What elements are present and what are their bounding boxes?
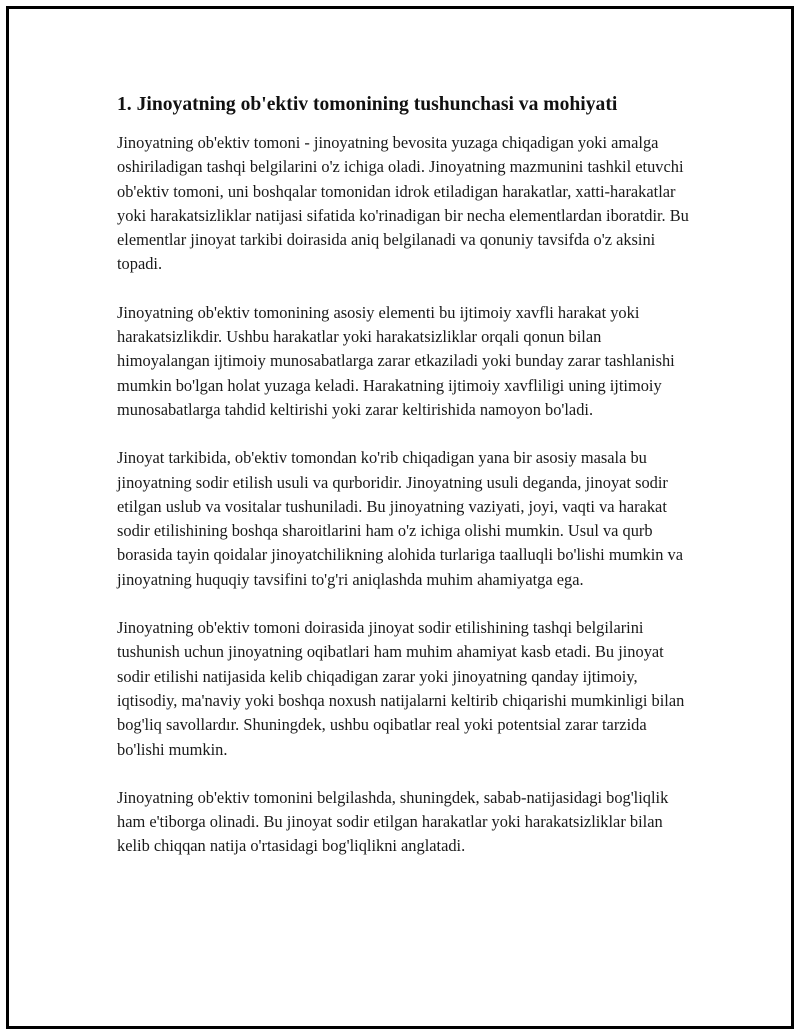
document-title: 1. Jinoyatning ob'ektiv tomonining tushunchasi va mohiyati: [117, 94, 618, 115]
document-body: [117, 93, 692, 883]
paragraph-5: Jinoyatning ob'ektiv tomonini belgilashda, shuningdek, sabab-natijasidagi bog'liqlik ham e'tiborga olinadi. Bu jinoyat sodir etilgan harakatlar yoki harakatsizliklar bilan kelib chiqqan natija o'rtasidagi bog'liqlikni anglatadi.: [117, 787, 669, 856]
paragraph-2: Jinoyatning ob'ektiv tomonining asosiy elementi bu ijtimoiy xavfli harakat yoki harakatsizlikdir. Ushbu harakatlar yoki harakatsizliklar orqali qonun bilan himoyalangan ijtimoiy munosabatlarga zarar etkaziladi yoki bunday zarar tashlanishi mumkin bo'lgan holat yuzaga keladi. Harakatning ijtimoiy xavfliligi uning ijtimoiy munosabatlarga tahdid keltirishi yoki zarar keltirishida namoyon bo'ladi.: [117, 302, 675, 419]
paragraph-4: Jinoyatning ob'ektiv tomoni doirasida jinoyat sodir etilishining tashqi belgilarini tushunish uchun jinoyatning oqibatlari ham muhim ahamiyat kasb etadi. Bu jinoyat sodir etilishi natijasida kelib chiqadigan zarar yoki jinoyatning qanday ijtimoiy, iqtisodiy, ma'naviy yoki boshqa noxush natijalarni keltirib chiqarishi mumkinligi bilan bog'liq savollardır. Shuningdek, ushbu oqibatlar real yoki potentsial zarar tarzida bo'lishi mumkin.: [117, 618, 685, 759]
paragraph-1: Jinoyatning ob'ektiv tomoni - jinoyatning bevosita yuzaga chiqadigan yoki amalga oshiriladigan tashqi belgilarini o'z ichiga oladi. Jinoyatning mazmunini tashkil etuvchi ob'ektiv tomoni, uni boshqalar tomonidan idrok etiladigan harakatlar, xatti-harakatlar yoki harakatsizliklar natijasi sifatida ko'rinadigan bir necha elementlardan iboratdir. Bu elementlar jinoyat tarkibi doirasida aniq belgilanadi va qonuniy tavsifda o'z aksini topadi.: [117, 133, 689, 274]
paragraph-3: Jinoyat tarkibida, ob'ektiv tomondan ko'rib chiqadigan yana bir asosiy masala bu jinoyatning sodir etilish usuli va qurboridir. Jinoyatning usuli deganda, jinoyat sodir etilgan uslub va vositalar tushuniladi. Bu jinoyatning vaziyati, joyi, vaqti va harakat sodir etilishining boshqa sharoitlarini ham o'z ichiga olishi mumkin. Usul va qurb borasida tayin qoidalar jinoyatchilikning alohida turlariga taalluqli bo'lishi mumkin va jinoyatning huquqiy tavsifini to'g'ri aniqlashda muhim ahamiyatga ega.: [117, 448, 684, 589]
